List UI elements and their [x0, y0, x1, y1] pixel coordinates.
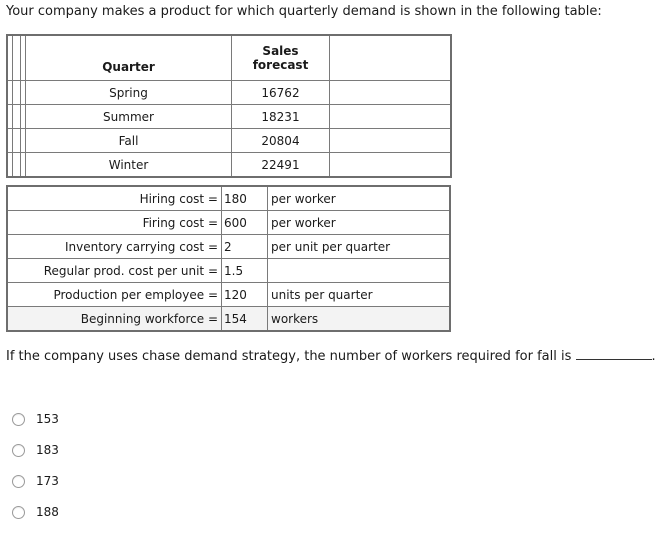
param-value: 120 [222, 283, 268, 307]
table-row [7, 307, 450, 332]
table-row [7, 81, 451, 105]
param-label: Regular prod. cost per unit = [7, 259, 222, 283]
answer-option-2[interactable] [12, 441, 59, 459]
param-label: Beginning workforce = [7, 307, 222, 332]
param-unit: units per quarter [268, 283, 451, 307]
demand-table-header-row [7, 35, 451, 81]
param-label: Firing cost = [7, 211, 222, 235]
param-value: 2 [222, 235, 268, 259]
param-value: 154 [222, 307, 268, 332]
param-label: Inventory carrying cost = [7, 235, 222, 259]
quarter-cell: Fall [26, 129, 232, 153]
forecast-cell: 16762 [232, 81, 330, 105]
table-row [7, 186, 450, 211]
question-intro: Your company makes a product for which quarterly demand is shown in the following table: [6, 4, 602, 19]
param-label: Production per employee = [7, 283, 222, 307]
param-value: 600 [222, 211, 268, 235]
option-label[interactable]: 153 [36, 412, 59, 426]
radio-button[interactable] [12, 413, 25, 426]
option-label[interactable]: 188 [36, 505, 59, 519]
param-unit: per worker [268, 211, 451, 235]
param-unit [268, 259, 451, 283]
table-row [7, 153, 451, 178]
answer-blank [576, 347, 652, 360]
param-unit: workers [268, 307, 451, 332]
param-label: Hiring cost = [7, 186, 222, 211]
quarter-cell: Winter [26, 153, 232, 178]
empty-header-cell [330, 35, 452, 81]
table-row [7, 105, 451, 129]
parameters-table [6, 185, 451, 332]
quarter-cell: Summer [26, 105, 232, 129]
table-row [7, 235, 450, 259]
radio-button[interactable] [12, 475, 25, 488]
param-unit: per unit per quarter [268, 235, 451, 259]
quarter-cell: Spring [26, 81, 232, 105]
option-label[interactable]: 173 [36, 474, 59, 488]
answer-option-4[interactable] [12, 503, 59, 521]
table-row [7, 129, 451, 153]
answer-option-1[interactable] [12, 410, 59, 428]
param-value: 1.5 [222, 259, 268, 283]
radio-button[interactable] [12, 444, 25, 457]
param-unit: per worker [268, 186, 451, 211]
sales-forecast-header: Sales forecast [232, 35, 330, 81]
question-text: If the company uses chase demand strategy, the number of workers required for fall is . [6, 349, 656, 364]
quarter-header: Quarter [26, 35, 232, 81]
param-value: 180 [222, 186, 268, 211]
forecast-cell: 22491 [232, 153, 330, 178]
option-label[interactable]: 183 [36, 443, 59, 457]
table-row [7, 283, 450, 307]
forecast-cell: 20804 [232, 129, 330, 153]
table-row [7, 259, 450, 283]
answer-option-3[interactable] [12, 472, 59, 490]
forecast-cell: 18231 [232, 105, 330, 129]
demand-table [6, 34, 452, 178]
table-row [7, 211, 450, 235]
radio-button[interactable] [12, 506, 25, 519]
